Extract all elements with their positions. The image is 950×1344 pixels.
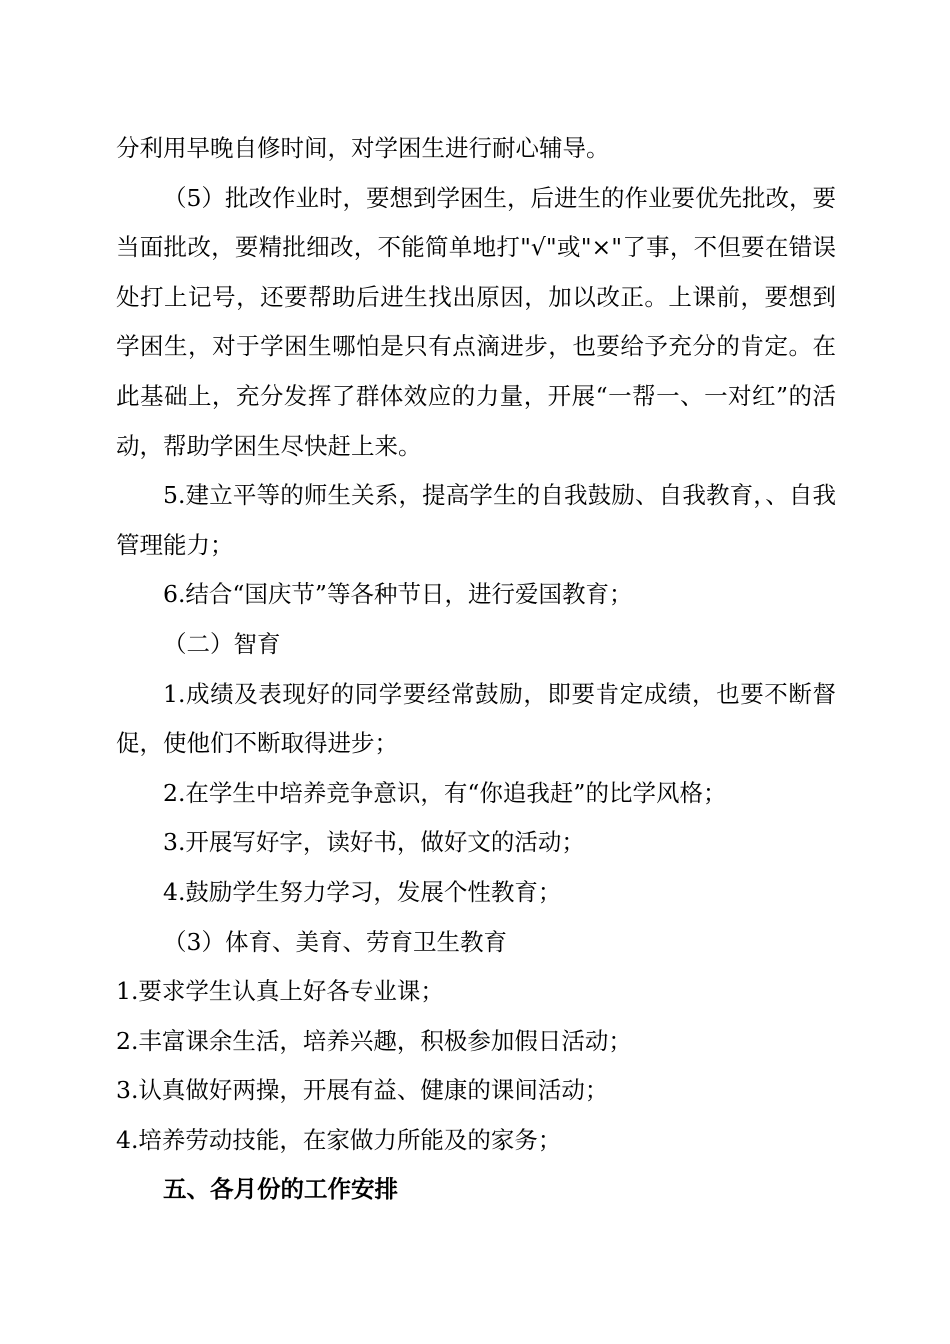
- paragraph-physical-4: 4.培养劳动技能，在家做力所能及的家务；: [116, 1125, 562, 1154]
- section-heading-intellectual: （二）智育: [163, 629, 281, 658]
- paragraph-item-6: 6.结合“国庆节”等各种节日，进行爱国教育；: [163, 580, 633, 609]
- paragraph-intellectual-3: 3.开展写好字，读好书，做好文的活动；: [163, 828, 585, 857]
- paragraph-physical-3: 3.认真做好两操，开展有益、健康的课间活动；: [116, 1076, 609, 1105]
- chapter-heading: 五、各月份的工作安排: [163, 1175, 398, 1204]
- paragraph-physical-2: 2.丰富课余生活，培养兴趣，积极参加假日活动；: [116, 1026, 632, 1055]
- paragraph-continuation: 分利用早晚自修时间，对学困生进行耐心辅导。: [116, 134, 610, 162]
- paragraph-intellectual-2: 2.在学生中培养竞争意识，有“你追我赶”的比学风格；: [163, 778, 727, 807]
- paragraph-item-5: 5.建立平等的师生关系，提高学生的自我鼓励、自我教育，、自我管理能力；: [116, 481, 836, 559]
- paragraph-physical-1: 1.要求学生认真上好各专业课；: [116, 977, 444, 1006]
- paragraph-intellectual-4: 4.鼓励学生努力学习，发展个性教育；: [163, 877, 562, 906]
- paragraph-homework-correction: （5）批改作业时，要想到学困生，后进生的作业要优先批改，要当面批改，要精批细改，不能简单地打"√"或"×"了事，不但要在错误处打上记号，还要帮助后进生找出原因，加以改正。上课前，要想到学困生，对于学困生哪怕是只有点滴进步，也要给予充分的肯定。在此基础上，充分发挥了群体效应的力量，开展“一帮一、一对红”的活动，帮助学困生尽快赶上来。: [116, 183, 836, 460]
- paragraph-intellectual-1: 1.成绩及表现好的同学要经常鼓励，即要肯定成绩，也要不断督促，使他们不断取得进步；: [116, 679, 836, 758]
- document-page: [116, 124, 836, 1215]
- section-heading-physical: （3）体育、美育、劳育卫生教育: [163, 927, 507, 956]
